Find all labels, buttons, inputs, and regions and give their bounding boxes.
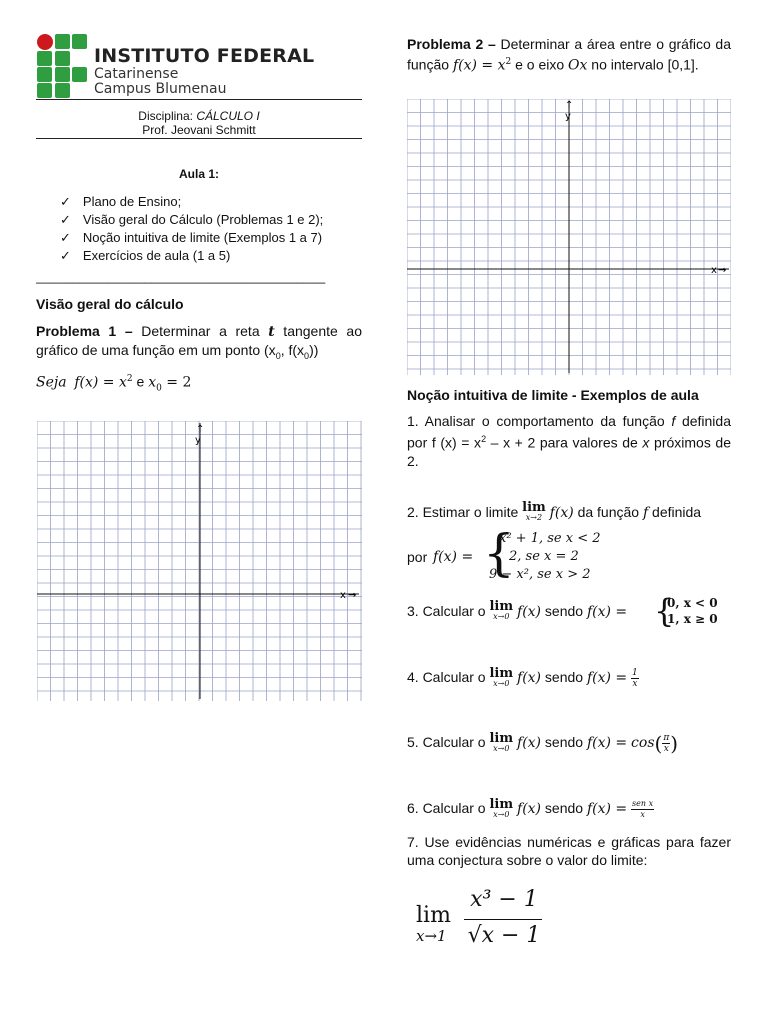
logo-square — [37, 83, 52, 98]
overview-heading: Visão geral do cálculo — [36, 296, 184, 312]
logo-square — [55, 83, 70, 98]
divider — [36, 99, 362, 100]
lesson-list — [60, 193, 323, 265]
graph-problem2 — [407, 99, 731, 375]
separator-rule: ________________________________________ — [36, 269, 326, 284]
big-limit-expression: lim x→1 x³ − 1 √x − 1 — [416, 887, 541, 948]
list-item: ✓ Visão geral do Cálculo (Problemas 1 e 2); — [60, 212, 324, 228]
logo-square — [55, 34, 70, 49]
discipline-label: Disciplina: — [138, 109, 197, 123]
graph-problem1 — [37, 421, 362, 701]
y-axis-arrow: ↑ — [196, 424, 205, 435]
check-icon: ✓ — [60, 195, 71, 210]
x-axis-label: x — [340, 590, 346, 601]
discipline-name: CÁLCULO I — [196, 109, 260, 123]
discipline-line — [36, 109, 362, 123]
institute-name: INSTITUTO FEDERAL — [94, 45, 315, 67]
x-axis-arrow: → — [718, 265, 727, 276]
problem1-text: Problema 1 – Determinar a reta t tangente ao gráfico de uma função em um ponto ($x_0$, $f(x_0)$) — [36, 323, 362, 361]
y-axis-label: y — [565, 111, 571, 122]
divider — [36, 138, 362, 139]
x-axis-label: x — [711, 265, 717, 276]
problem2-text: Problema 2 – Determinar a área entre o gráfico da função $f(x) = x^2$ e o eixo Ox no intervalo [0,1]. — [407, 36, 731, 74]
list-item: ✓ Noção intuitiva de limite (Exemplos 1 a 7) — [60, 230, 323, 246]
check-icon: ✓ — [60, 231, 71, 246]
professor-name: Prof. Jeovani Schmitt — [142, 123, 256, 137]
x-axis-arrow: → — [348, 590, 357, 601]
check-icon: ✓ — [60, 213, 71, 228]
lesson-title: Aula 1: — [178, 167, 219, 181]
logo-square — [37, 51, 52, 66]
institute-campus: Campus Blumenau — [94, 81, 227, 97]
example-3: 3. Calcular o lim x→0 f(x) sendo f(x) = { 0, x < 0 1, x ≥ 0 — [407, 592, 718, 630]
example-7: 7. Use evidências numéricas e gráficas para fazer uma conjectura sobre o valor do limite: — [407, 834, 731, 868]
brace: { — [654, 592, 675, 630]
logo-red-circle — [37, 34, 53, 50]
logo-square — [55, 51, 70, 66]
limit-operator: lim x→2 — [522, 500, 546, 523]
check-icon: ✓ — [60, 249, 71, 264]
example-4: 4. Calcular o lim x→0 f(x) sendo f(x) = $\frac{1}{x}$ — [407, 665, 638, 689]
fraction-bar — [464, 919, 542, 920]
example-1: 1. Analisar o comportamento da função f definida por f $(x) = x^2 - x + 2$ para valores de x próximos de 2. — [407, 413, 732, 469]
y-axis-label: y — [195, 435, 201, 446]
example-6: 6. Calcular o lim x→0 f(x) sendo f(x) = $\frac{\text{sen x}}{x}$ — [407, 796, 654, 819]
list-item: ✓ Exercícios de aula (1 a 5) — [60, 248, 231, 264]
problem1-function: Seja $f(x) = x^2$ e $x_0 = 2$ — [36, 373, 192, 394]
y-axis-arrow: ↑ — [565, 100, 574, 111]
brace: { — [483, 524, 515, 582]
example-5: 5. Calcular o lim x→0 f(x) sendo f(x) = cos( $\frac{\pi}{x}$ ) — [407, 730, 679, 756]
logo-square — [55, 67, 70, 82]
list-item: ✓ Plano de Ensino; — [60, 194, 182, 210]
example-2: 2. Estimar o limite lim x→2 f(x) da função f definida — [407, 500, 702, 523]
limits-heading: Noção intuitiva de limite - Exemplos de aula — [407, 387, 699, 403]
institute-subtitle: Catarinense — [94, 66, 179, 82]
logo-square — [37, 67, 52, 82]
logo-square — [72, 34, 87, 49]
example-2-piecewise: por f(x) = { x² + 1, se x < 2 2, se x = 2 9 − x², se x > 2 — [407, 524, 601, 582]
logo-square — [72, 67, 87, 82]
